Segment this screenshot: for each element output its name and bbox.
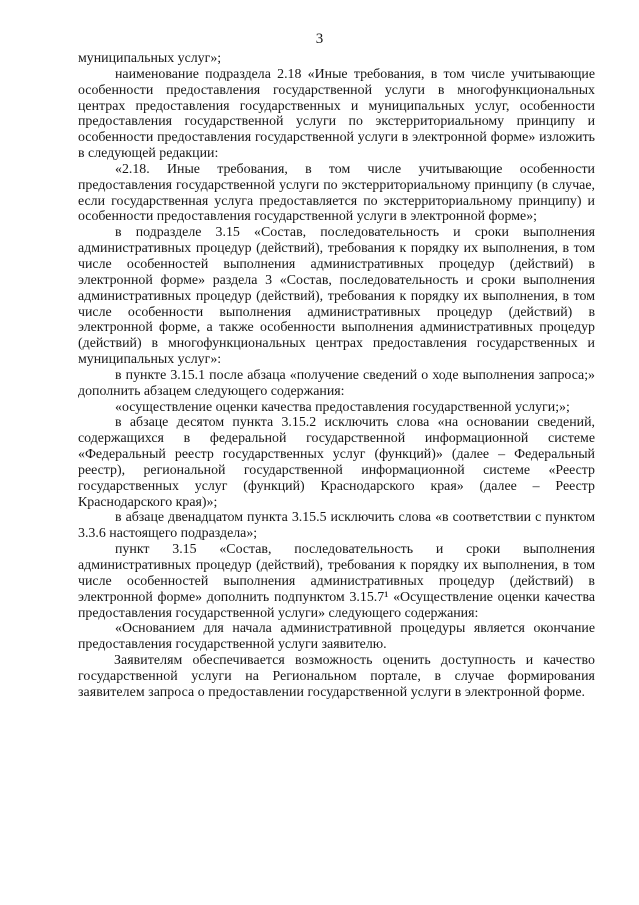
- paragraph: «Основанием для начала административной процедуры является окончание предоставления государственной услуги заявителю.: [78, 621, 595, 653]
- paragraph: Заявителям обеспечивается возможность оценить доступность и качество государственной услуги на Региональном портале, в случае формирования заявителем запроса о предоставлении государственной услуги в электронной форме.: [78, 653, 595, 700]
- document-body: [78, 51, 595, 701]
- paragraph: «2.18. Иные требования, в том числе учитывающие особенности предоставления государственной услуги по экстерриториальному принципу (в случае, если государственная услуга предоставляется по экстерриториальному принципу) и особенности предоставления государственной услуги в электронной форме»;: [78, 161, 595, 225]
- paragraph: в абзаце двенадцатом пункта 3.15.5 исключить слова «в соответствии с пунктом 3.3.6 настоящего подраздела»;: [78, 510, 595, 542]
- paragraph: «осуществление оценки качества предоставления государственной услуги;»;: [115, 399, 570, 415]
- paragraph: муниципальных услуг»;: [78, 51, 222, 66]
- paragraph: в абзаце десятом пункта 3.15.2 исключить слова «на основании сведений, содержащихся в федеральной государственной информационной системе «Федеральный реестр государственных услуг (функций)» (далее – Федеральный реестр), региональной государственной информационной системе «Реестр государственных услуг (функций) Краснодарского края» (далее – Реестр Краснодарского края)»;: [78, 415, 595, 510]
- page-number: 3: [315, 31, 324, 47]
- paragraph: в пункте 3.15.1 после абзаца «получение сведений о ходе выполнения запроса;» дополнить абзацем следующего содержания:: [78, 367, 595, 399]
- paragraph: в подразделе 3.15 «Состав, последовательность и сроки выполнения административных процедур (действий), требования к порядку их выполнения, в том числе особенностей выполнения административных процедур (действий) в электронной форме» раздела 3 «Состав, последовательность и сроки выполнения административных процедур (действий), требования к порядку их выполнения, в том числе особенности выполнения административных процедур (действий) в электронной форме, а также особенности выполнения административных процедур (действий) в многофункциональных центрах предоставления государственных и муниципальных услуг»:: [78, 225, 595, 368]
- paragraph: наименование подраздела 2.18 «Иные требования, в том числе учитывающие особенности предоставления государственной услуги в многофункциональных центрах предоставления государственных и муниципальных услуг, особенности предоставления государственной услуги по экстерриториальному принципу и особенности предоставления государственной услуги в электронной форме» изложить в следующей редакции:: [78, 66, 595, 162]
- paragraph: пункт 3.15 «Состав, последовательность и сроки выполнения административных процедур (действий), требования к порядку их выполнения, в том числе особенностей выполнения административных процедур (действий) в электронной форме» дополнить подпунктом 3.15.7¹ «Осуществление оценки качества предоставления государственной услуги» следующего содержания:: [78, 542, 595, 621]
